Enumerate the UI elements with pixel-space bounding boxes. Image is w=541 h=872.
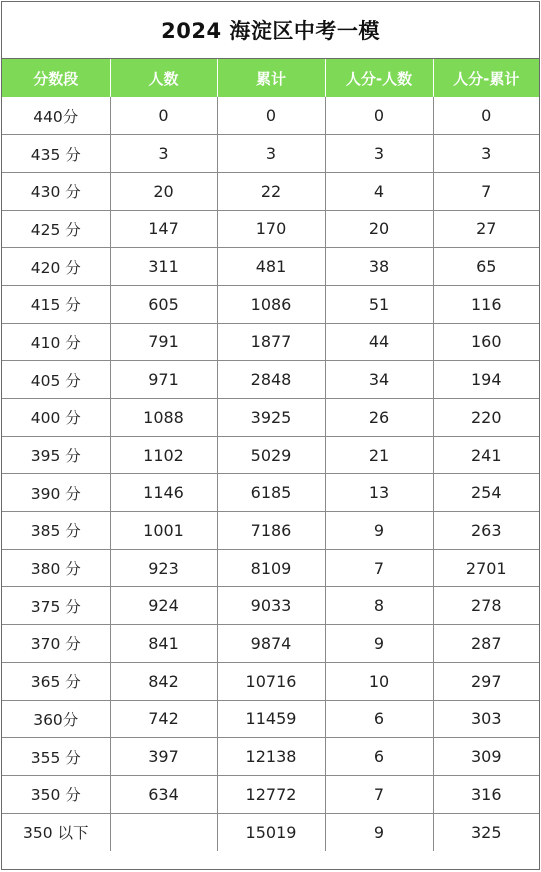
cell-cumulative-2: 194	[433, 361, 539, 399]
cell-score-band: 370 分	[2, 625, 110, 663]
cell-score-band: 395 分	[2, 436, 110, 474]
cell-cumulative: 3	[217, 135, 325, 173]
table-row	[2, 512, 539, 550]
cell-cumulative-2: 254	[433, 474, 539, 512]
cell-count-2: 7	[325, 775, 433, 813]
table-row	[2, 587, 539, 625]
cell-score-band: 415 分	[2, 285, 110, 323]
cell-cumulative-2: 3	[433, 135, 539, 173]
table-row	[2, 97, 539, 135]
cell-count-2: 38	[325, 248, 433, 286]
cell-score-band: 365 分	[2, 662, 110, 700]
cell-cumulative-2: 160	[433, 323, 539, 361]
cell-cumulative-2: 27	[433, 210, 539, 248]
cell-count: 1146	[110, 474, 217, 512]
cell-cumulative: 11459	[217, 700, 325, 738]
cell-score-band: 435 分	[2, 135, 110, 173]
table-row	[2, 549, 539, 587]
cell-count: 605	[110, 285, 217, 323]
column-header-cumulative: 累计	[217, 59, 325, 97]
cell-count: 1001	[110, 512, 217, 550]
cell-cumulative: 6185	[217, 474, 325, 512]
column-header-count-2: 人分-人数	[325, 59, 433, 97]
cell-count	[110, 813, 217, 851]
cell-count: 311	[110, 248, 217, 286]
cell-cumulative: 22	[217, 172, 325, 210]
cell-score-band: 440分	[2, 97, 110, 135]
cell-cumulative: 1086	[217, 285, 325, 323]
table-row	[2, 775, 539, 813]
column-header-cumulative-2: 人分-累计	[433, 59, 539, 97]
cell-score-band: 390 分	[2, 474, 110, 512]
score-table-document	[1, 1, 540, 870]
cell-count: 742	[110, 700, 217, 738]
cell-cumulative: 0	[217, 97, 325, 135]
cell-cumulative: 170	[217, 210, 325, 248]
cell-cumulative: 8109	[217, 549, 325, 587]
table-row	[2, 172, 539, 210]
cell-cumulative: 5029	[217, 436, 325, 474]
cell-score-band: 405 分	[2, 361, 110, 399]
cell-cumulative: 15019	[217, 813, 325, 851]
cell-score-band: 420 分	[2, 248, 110, 286]
cell-count-2: 3	[325, 135, 433, 173]
cell-count-2: 4	[325, 172, 433, 210]
cell-cumulative: 9874	[217, 625, 325, 663]
cell-count: 842	[110, 662, 217, 700]
cell-score-band: 355 分	[2, 738, 110, 776]
cell-count: 147	[110, 210, 217, 248]
table-row	[2, 248, 539, 286]
cell-cumulative: 9033	[217, 587, 325, 625]
cell-count-2: 6	[325, 738, 433, 776]
cell-count-2: 9	[325, 512, 433, 550]
cell-count-2: 9	[325, 625, 433, 663]
table-row	[2, 436, 539, 474]
cell-count: 1102	[110, 436, 217, 474]
cell-count: 20	[110, 172, 217, 210]
cell-cumulative-2: 297	[433, 662, 539, 700]
cell-count-2: 0	[325, 97, 433, 135]
table-row	[2, 625, 539, 663]
table-row	[2, 361, 539, 399]
cell-score-band: 425 分	[2, 210, 110, 248]
table-row	[2, 662, 539, 700]
cell-cumulative-2: 65	[433, 248, 539, 286]
cell-count-2: 20	[325, 210, 433, 248]
table-row	[2, 323, 539, 361]
cell-score-band: 410 分	[2, 323, 110, 361]
score-distribution-table	[2, 59, 539, 851]
cell-cumulative-2: 309	[433, 738, 539, 776]
cell-cumulative-2: 278	[433, 587, 539, 625]
cell-count: 397	[110, 738, 217, 776]
cell-score-band: 400 分	[2, 399, 110, 437]
cell-count: 923	[110, 549, 217, 587]
table-row	[2, 135, 539, 173]
cell-count: 841	[110, 625, 217, 663]
cell-count: 791	[110, 323, 217, 361]
cell-score-band: 350 以下	[2, 813, 110, 851]
cell-count: 3	[110, 135, 217, 173]
table-body	[2, 97, 539, 851]
cell-count-2: 26	[325, 399, 433, 437]
column-header-score-band: 分数段	[2, 59, 110, 97]
cell-count: 634	[110, 775, 217, 813]
cell-cumulative: 1877	[217, 323, 325, 361]
cell-cumulative: 2848	[217, 361, 325, 399]
cell-count: 924	[110, 587, 217, 625]
table-row	[2, 399, 539, 437]
cell-cumulative-2: 325	[433, 813, 539, 851]
table-row	[2, 285, 539, 323]
cell-cumulative-2: 0	[481, 106, 492, 126]
cell-count: 1088	[110, 399, 217, 437]
cell-count: 0	[110, 97, 217, 135]
cell-score-band: 430 分	[2, 172, 110, 210]
cell-score-band: 350 分	[2, 775, 110, 813]
cell-cumulative-2: 116	[433, 285, 539, 323]
cell-cumulative: 3925	[217, 399, 325, 437]
cell-count-2: 21	[325, 436, 433, 474]
cell-count-2: 6	[325, 700, 433, 738]
cell-count: 971	[110, 361, 217, 399]
cell-cumulative: 481	[217, 248, 325, 286]
cell-cumulative-2: 241	[433, 436, 539, 474]
table-row	[2, 813, 539, 851]
cell-count-2: 8	[325, 587, 433, 625]
cell-score-band: 380 分	[2, 549, 110, 587]
cell-count-2: 13	[325, 474, 433, 512]
cell-count-2: 34	[325, 361, 433, 399]
table-row	[2, 738, 539, 776]
cell-score-band: 375 分	[2, 587, 110, 625]
cell-score-band: 360分	[2, 700, 110, 738]
table-row	[2, 210, 539, 248]
cell-count-2: 51	[325, 285, 433, 323]
table-title: 2024 海淀区中考一模	[2, 2, 539, 59]
cell-count-2: 9	[325, 813, 433, 851]
cell-score-band: 385 分	[2, 512, 110, 550]
table-row	[2, 474, 539, 512]
cell-cumulative-2: 2701	[433, 549, 539, 587]
cell-count-2: 44	[325, 323, 433, 361]
cell-cumulative: 12772	[217, 775, 325, 813]
cell-cumulative-2: 303	[433, 700, 539, 738]
cell-count-2: 10	[325, 662, 433, 700]
cell-cumulative: 12138	[217, 738, 325, 776]
cell-cumulative-2: 287	[433, 625, 539, 663]
cell-cumulative-2: 316	[433, 775, 539, 813]
table-row	[2, 700, 539, 738]
cell-cumulative: 10716	[217, 662, 325, 700]
column-header-count: 人数	[110, 59, 217, 97]
cell-cumulative-2: 263	[433, 512, 539, 550]
cell-cumulative-2: 7	[433, 172, 539, 210]
table-header-row	[2, 59, 539, 97]
cell-cumulative: 7186	[217, 512, 325, 550]
cell-cumulative-2: 220	[433, 399, 539, 437]
cell-count-2: 7	[325, 549, 433, 587]
